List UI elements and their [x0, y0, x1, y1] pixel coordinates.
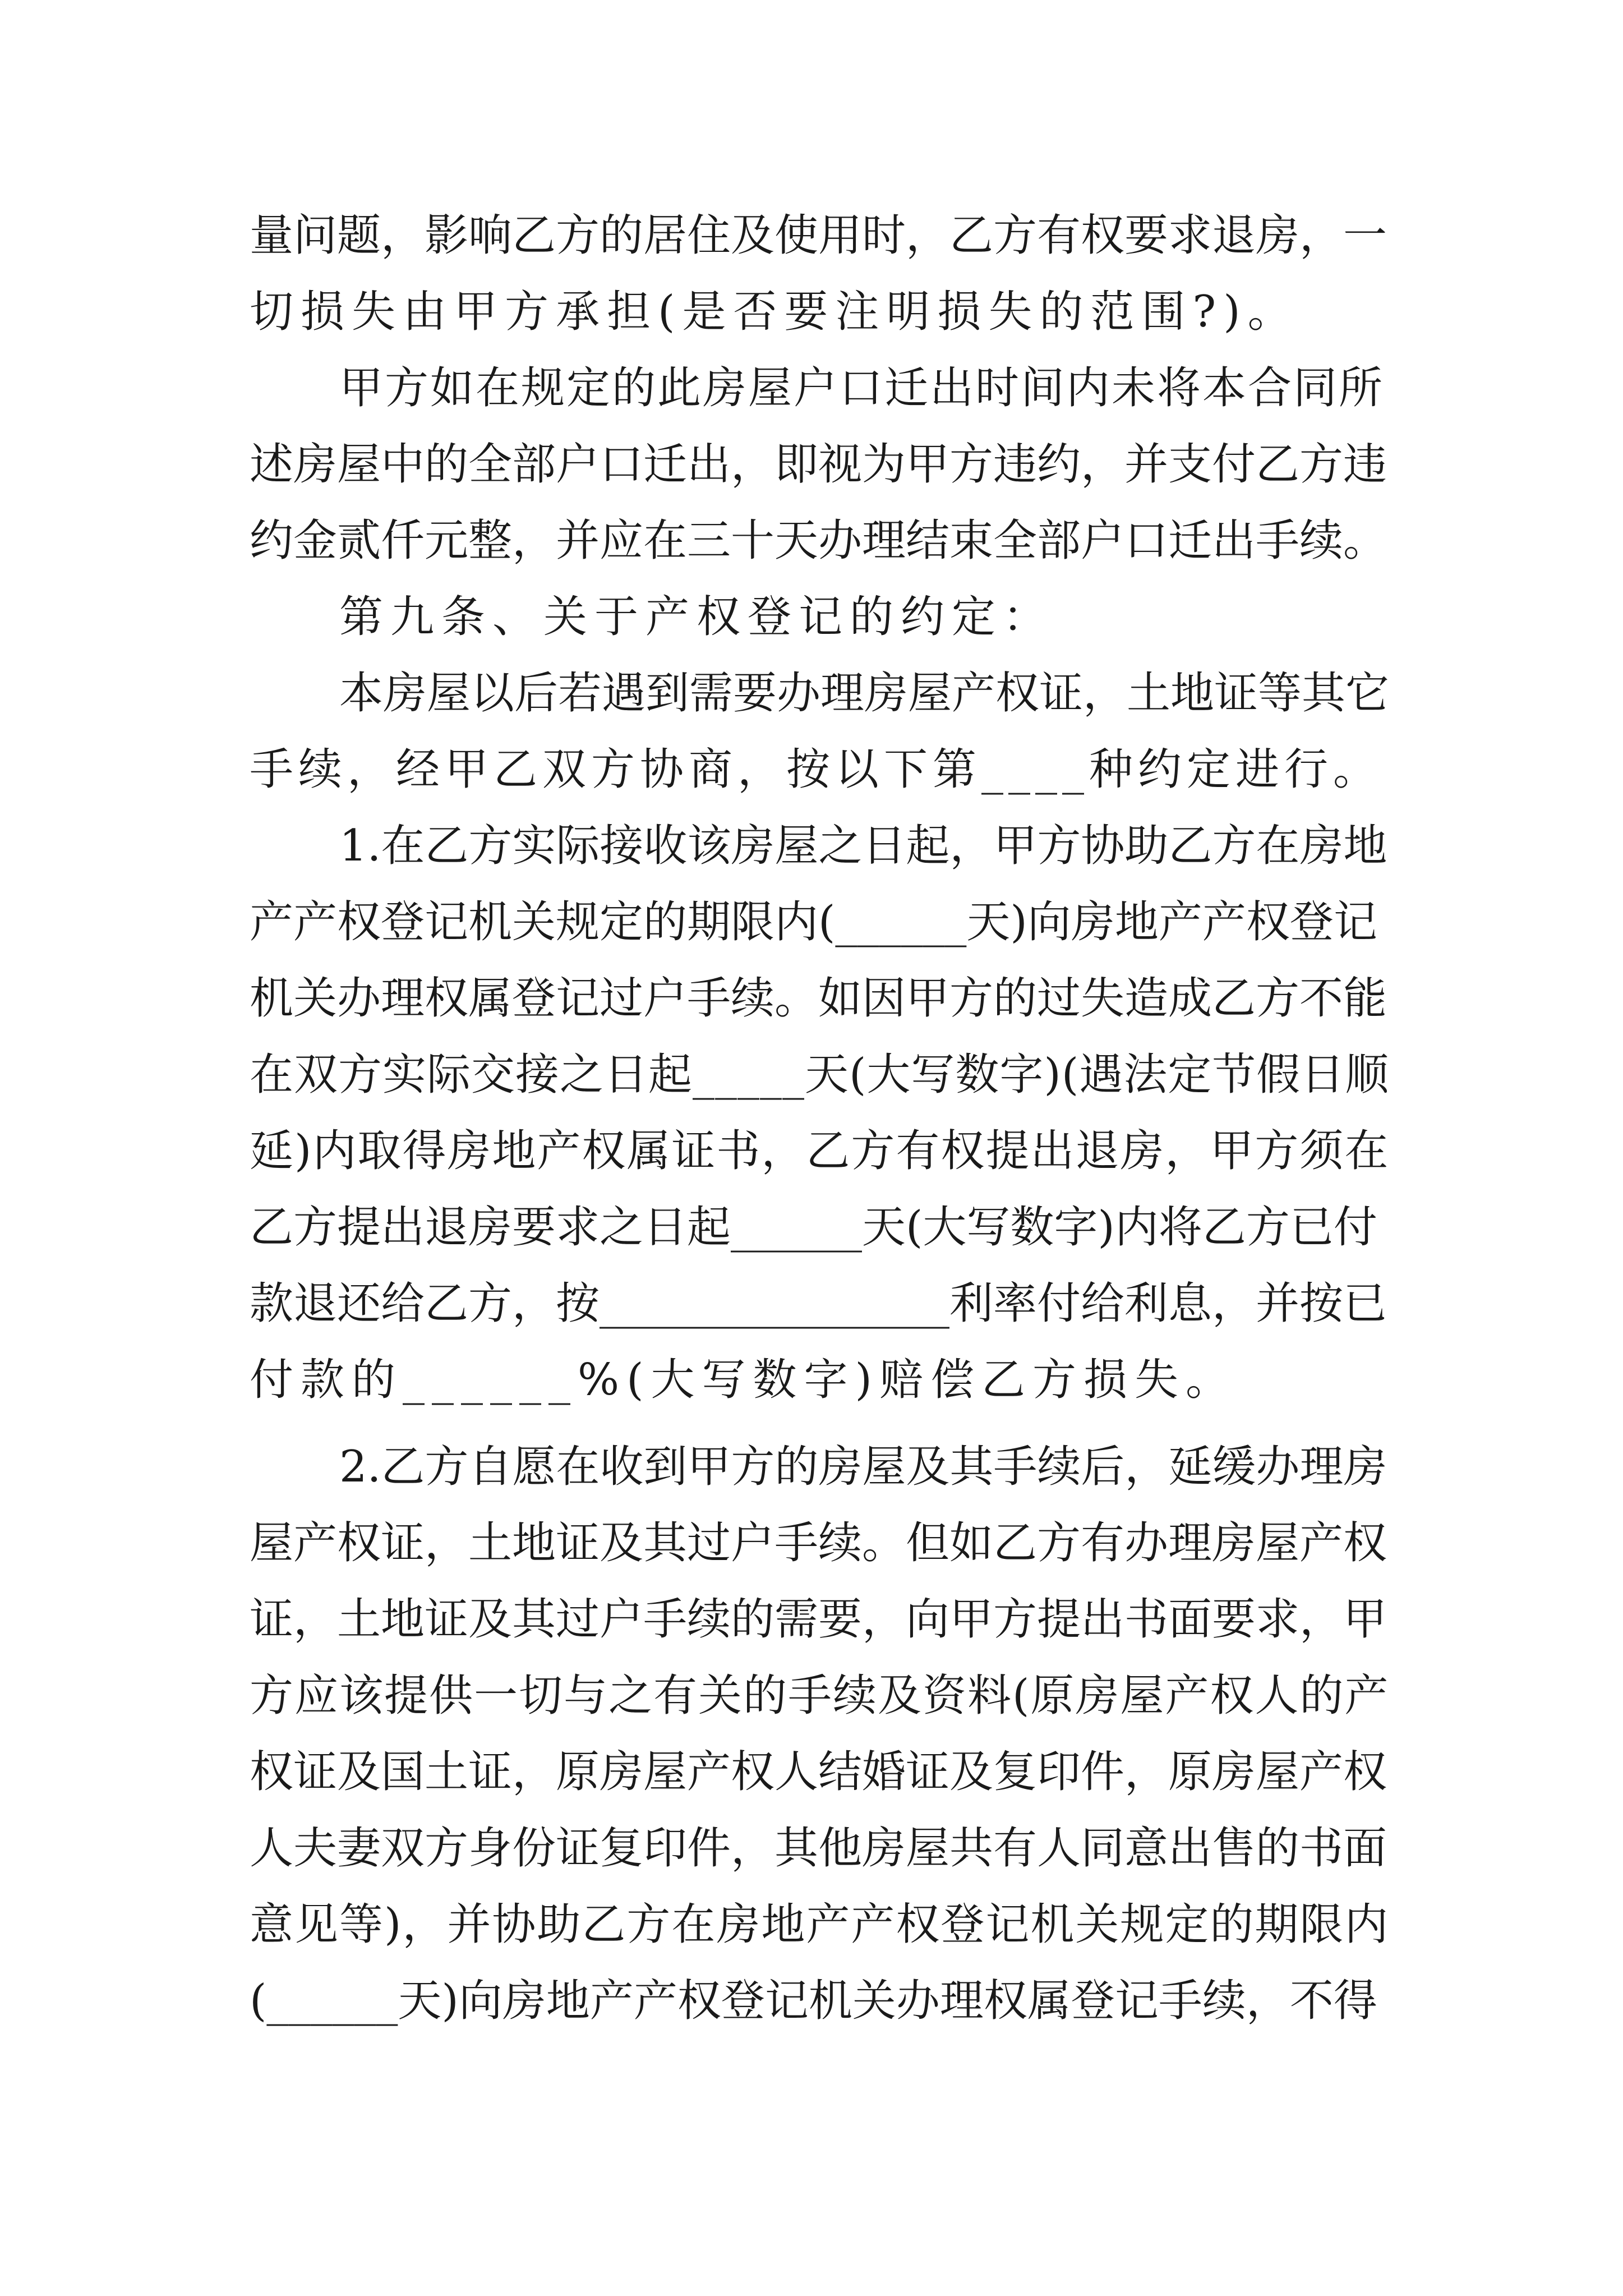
text-line: 手续，经甲乙双方协商，按以下第____种约定进行。 [250, 744, 1382, 795]
list-item-1-start: 1.在乙方实际接收该房屋之日起，甲方协助乙方在房地 [339, 821, 1387, 871]
text-line: 付款的______%(大写数字)赔偿乙方损失。 [250, 1355, 1237, 1405]
text-line: 延)内取得房地产权属证书，乙方有权提出退房，甲方须在 [250, 1126, 1390, 1176]
text-line: 屋产权证，土地证及其过户手续。但如乙方有办理房屋产权 [250, 1518, 1387, 1568]
text-line: 约金贰仟元整，并应在三十天办理结束全部户口迁出手续。 [250, 516, 1387, 566]
text-line: 述房屋中的全部户口迁出，即视为甲方违约，并支付乙方违 [250, 439, 1387, 490]
text-line: 意见等)，并协助乙方在房地产产权登记机关规定的期限内 [250, 1899, 1390, 1950]
list-item-2-start: 2.乙方自愿在收到甲方的房屋及其手续后，延缓办理房 [339, 1442, 1387, 1492]
text-line: 方应该提供一切与之有关的手续及资料(原房屋产权人的产 [250, 1671, 1390, 1721]
text-line: 产产权登记机关规定的期限内(______天)向房地产产权登记 [250, 897, 1377, 947]
article-heading: 第九条、关于产权登记的约定： [339, 592, 1054, 642]
text-line: 权证及国土证，原房屋产权人结婚证及复印件，原房屋产权 [250, 1747, 1387, 1797]
text-line: 在双方实际交接之日起_____天(大写数字)(遇法定节假日顺 [250, 1050, 1390, 1100]
text-line: 乙方提出退房要求之日起______天(大写数字)内将乙方已付 [250, 1202, 1377, 1253]
text-line: 切损失由甲方承担(是否要注明损失的范围?)。 [250, 287, 1299, 337]
text-line: 证，土地证及其过户手续的需要，向甲方提出书面要求，甲 [250, 1594, 1387, 1645]
paragraph-start: 甲方如在规定的此房屋户口迁出时间内未将本合同所 [339, 363, 1385, 413]
text-line: 量问题，影响乙方的居住及使用时，乙方有权要求退房，一 [250, 210, 1387, 261]
text-line: 款退还给乙方，按________________利率付给利息，并按已 [250, 1278, 1387, 1329]
text-line: 人夫妻双方身份证复印件，其他房屋共有人同意出售的书面 [250, 1823, 1387, 1874]
text-line: 机关办理权属登记过户手续。如因甲方的过失造成乙方不能 [250, 973, 1387, 1024]
paragraph-start: 本房屋以后若遇到需要办理房屋产权证，土地证等其它 [339, 668, 1390, 719]
text-line: (______天)向房地产产权登记机关办理权属登记手续，不得 [250, 1976, 1377, 2026]
